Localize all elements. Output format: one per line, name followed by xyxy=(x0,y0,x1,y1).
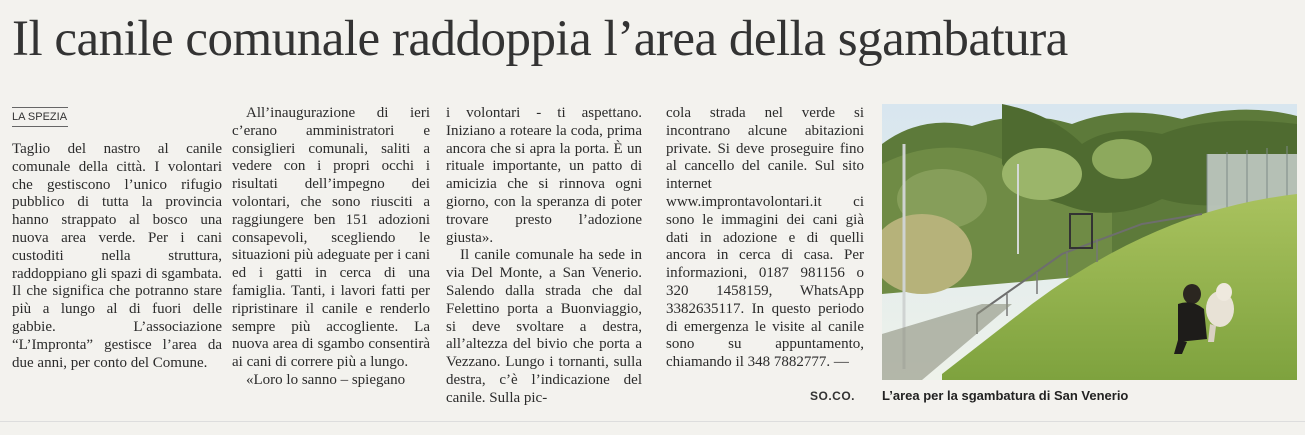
article-column-1 xyxy=(12,141,222,372)
article-column-4 xyxy=(666,105,864,372)
headline: Il canile comunale raddoppia l’area della sgambatura xyxy=(12,11,1068,67)
author-signature: SO.CO. xyxy=(810,389,856,403)
photo-caption: L’area per la sgambatura di San Venerio xyxy=(882,388,1129,403)
paragraph: cola strada nel verde si incontrano alcune abitazioni private. Si deve proseguire fino al cancello del canile. Sul sito internet www.improntavolontari.it ci sono le immagini dei cani già dati in adozione e di quelli ancora in cerca di casa. Per informazioni, 0187 981156 o 320 1458159, WhatsApp 3382635117. In questo periodo di emergenza le visite al canile sono su appuntamento, chiamando il 348 7882777. — xyxy=(666,105,864,371)
paragraph: i volontari - ti aspettano. Iniziano a roteare la coda, prima ancora che si apra la porta. È un rituale importante, un patto di amicizia che si rinnova ogni giorno, con la speranza di poter trovare presto l’adozione giusta». xyxy=(446,105,642,246)
paragraph: Taglio del nastro al canile comunale della città. I volontari che gestiscono l’unico rifugio pubblico di tutta la provincia hanno strappato al bosco una nuova area verde. Per i cani custoditi nella struttura, raddoppiano gli spazi di sgambata. Il che significa che potranno stare più a lungo al di fuori delle gabbie. L’associazione “L’Impronta” gestisce l’area da due anni, per conto del Comune. xyxy=(12,141,222,371)
divider xyxy=(0,421,1305,422)
paragraph: Il canile comunale ha sede in via Del Monte, a San Venerio. Salendo dalla strada che dal Felettino porta a Buonviaggio, si deve svoltare a destra, all’altezza del bivio che porta a Vezzano. Lungo i tornanti, sulla destra, c’è l’indicazione del canile. Sulla pic- xyxy=(446,247,642,406)
article-column-3 xyxy=(446,105,642,408)
article-photo xyxy=(882,104,1297,380)
dog-park-photo-icon xyxy=(882,104,1297,380)
article-column-2 xyxy=(232,105,430,390)
paragraph: All’inaugurazione di ieri c’erano amministratori e consiglieri comunali, saliti a vedere con i propri occhi i risultati dell’impegno dei volontari, che sono riusciti a raggiungere ben 151 adozioni consapevoli, scegliendo le situazioni più adeguate per i cani ed i gatti in cerca di una famiglia. Tanti, i lavori fatti per ripristinare il canile e renderlo sempre più accogliente. La nuova area di sgambo consentirà ai cani di correre più a lungo. xyxy=(232,105,430,371)
paragraph: «Loro lo sanno – spiegano xyxy=(246,371,406,388)
section-kicker: LA SPEZIA xyxy=(12,107,68,127)
